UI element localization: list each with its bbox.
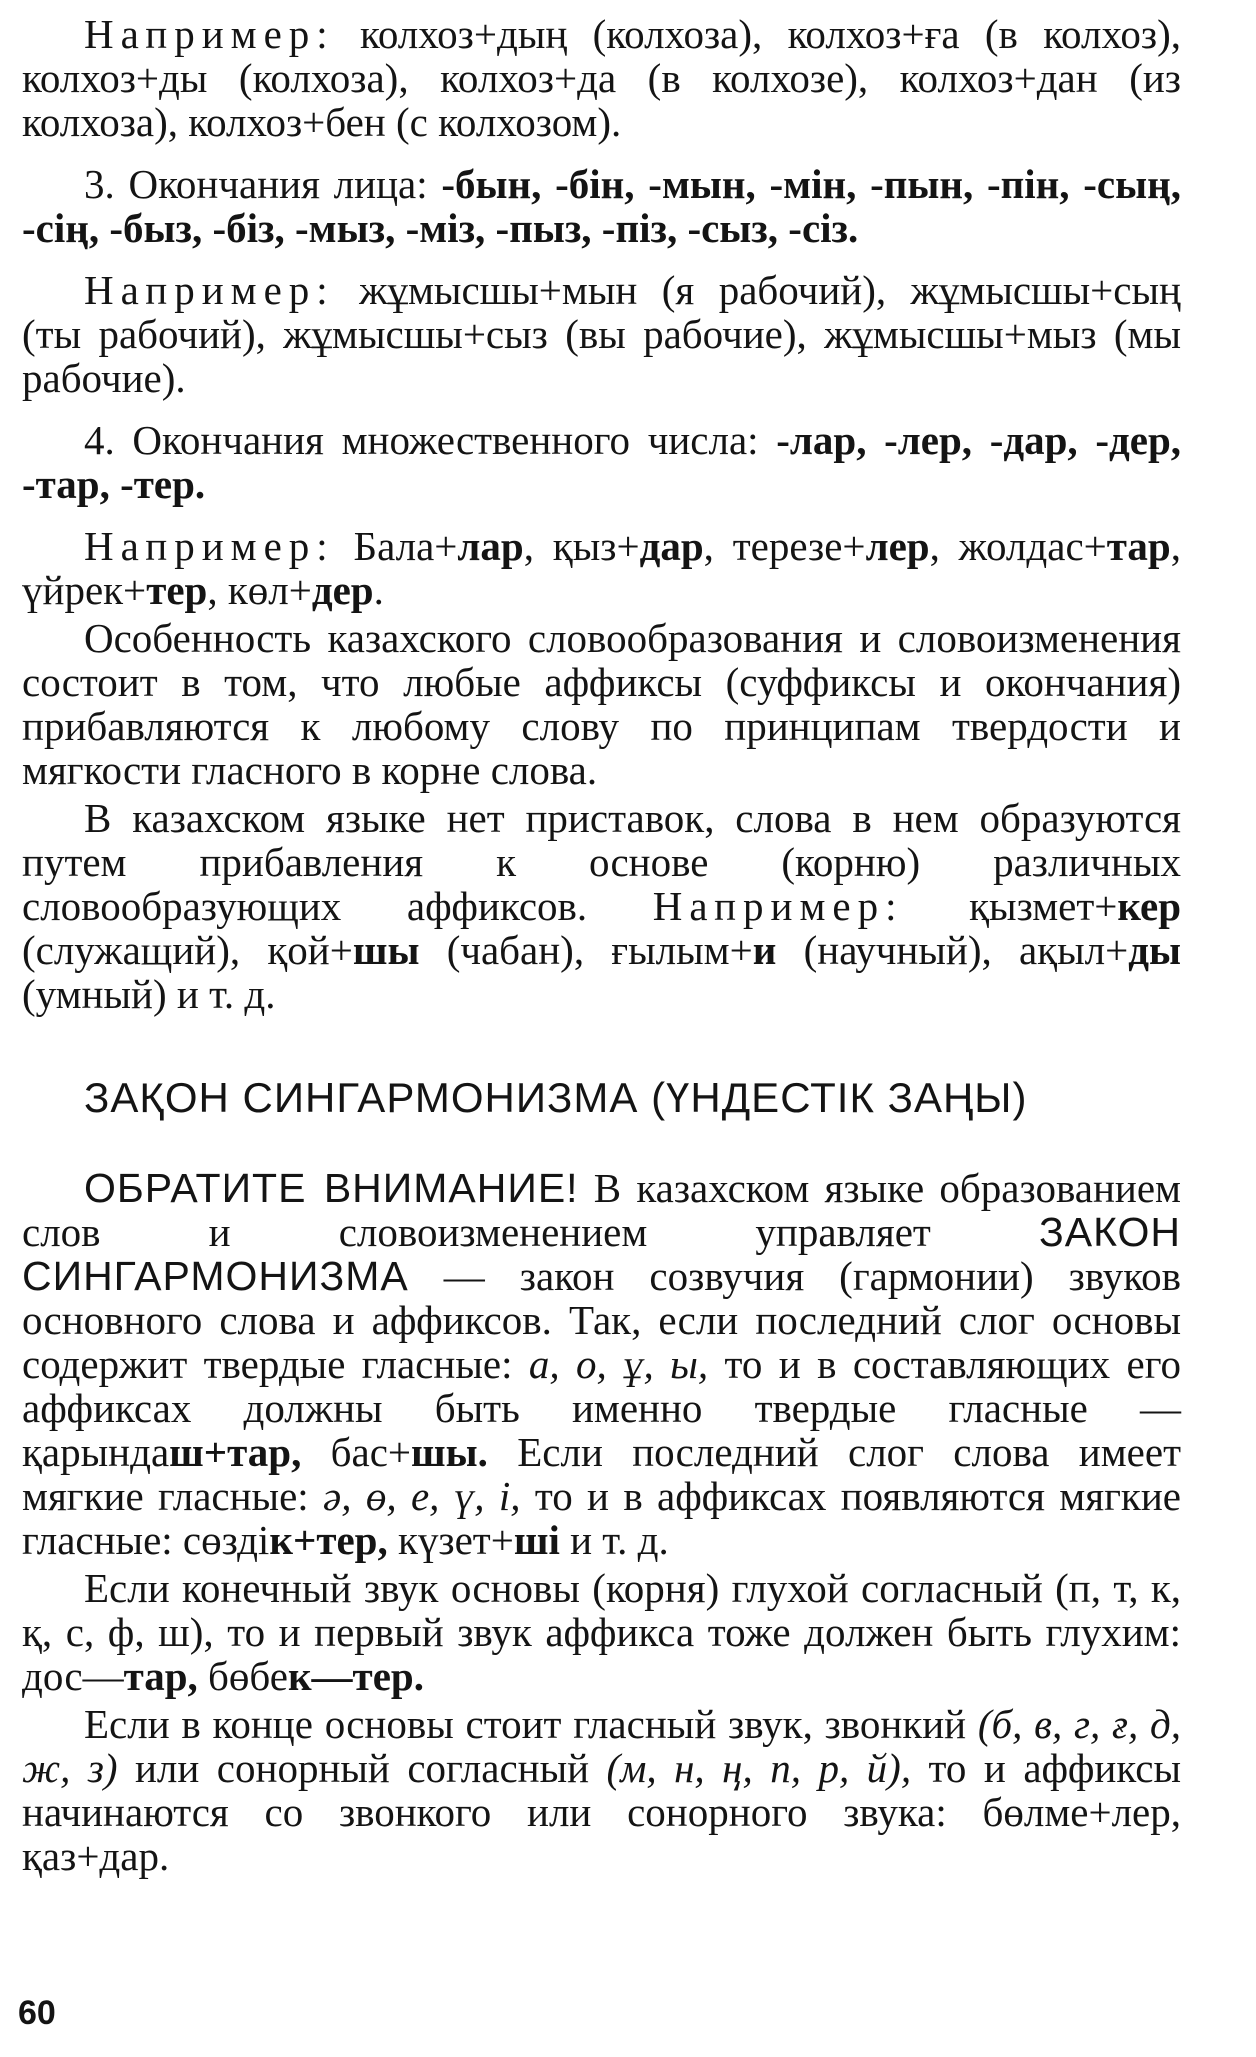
bold-affix: к+тер, [269, 1517, 388, 1563]
endings-list: -лар, -лер, -дар, -дер, -тар, -тер. [22, 417, 1181, 507]
italic-consonants: (б, в, г, ғ, д, ж, з) [22, 1701, 1181, 1791]
paragraph-personal-endings [22, 162, 1181, 250]
bold-affix: ші [513, 1517, 560, 1563]
text-run: В казахском языке нет приставок, слова в нем образуются путем прибавления к основе (корню) различных словообразующих аффиксов. [22, 795, 1181, 929]
text-run: (умный) и т. д. [22, 971, 276, 1017]
text-run: или сонорный согласный [117, 1745, 607, 1791]
bold-affix: ш+тар, [169, 1429, 302, 1475]
endings-list: -бын, -бін, -мын, -мін, -пын, -пін, -сың, -сің, -быз, -біз, -мыз, -міз, -пыз, -піз, -сыз, -сіз. [22, 161, 1181, 251]
bold-affix: дер [311, 567, 374, 613]
text-run: (служащий), қой+ [22, 927, 353, 973]
text-run: Бала+ [334, 523, 458, 569]
text-run: бас+ [301, 1429, 412, 1475]
text-run: Если в конце основы стоит гласный звук, звонкий [84, 1701, 978, 1747]
text-run: , жолдас+ [929, 523, 1107, 569]
bold-affix: тар [1106, 523, 1171, 569]
text-run: (научный), ақыл+ [776, 927, 1129, 973]
bold-affix: и [752, 927, 777, 973]
text-run: Если последний слог слова имеет мягкие гласные: [22, 1429, 1181, 1519]
bold-affix: шы [352, 927, 420, 973]
paragraph-attention [22, 1166, 1181, 1562]
paragraph-text: жұмысшы+мын (я рабочий), жұмысшы+сың (ты рабочий), жұмысшы+сыз (вы рабочие), жұмысшы+мыз (мы рабочие). [22, 267, 1181, 401]
section-heading: ЗАҚОН СИНГАРМОНИЗМА (ҮНДЕСТІК ЗАҢЫ) [84, 1074, 1028, 1121]
example-lead: Например: [652, 883, 904, 929]
italic-vowels: а, о, ұ, ы, [528, 1341, 709, 1387]
text-run: , қыз+ [523, 523, 640, 569]
text-run: то и в составляющих его аффиксах должны быть именно твердые гласные — қарында [22, 1341, 1181, 1475]
example-lead: Например: [84, 267, 335, 313]
bold-affix: тер [146, 567, 208, 613]
paragraph-text: колхоз+дың (колхоза), колхоз+ға (в колхоз), колхоз+ды (колхоза), колхоз+да (в колхозе), колхоз+дан (из колхоза), колхоз+бен (с колхозом). [22, 11, 1181, 145]
paragraph-voiced [22, 1702, 1181, 1878]
text-run: , терезе+ [703, 523, 866, 569]
bold-affix: лер [865, 523, 930, 569]
paragraph-word-formation: Особенность казахского словообразования и словоизменения состоит в том, что любые аффиксы (суффиксы и окончания) прибавляются к любому слову по принципам твердости и мягкости гласного в корне слова. [22, 615, 1181, 793]
italic-vowels: ә, ө, е, ү, і, [323, 1473, 521, 1519]
text-run: қызмет+ [903, 883, 1118, 929]
text-run: — закон созвучия (гармонии) звуков основного слова и аффиксов. Так, если последний слог основы содержит твердые гласные: [22, 1253, 1181, 1387]
paragraph-case-examples [22, 12, 1181, 144]
text-run: Если конечный звук основы (корня) глухой согласный (п, т, к, қ, с, ф, ш), то и первый звук аффикса тоже должен быть глухим: дос— [22, 1565, 1181, 1699]
text-run: , үйрек+ [22, 523, 1181, 613]
paragraph-text: 4. Окончания множественного числа: [84, 417, 777, 463]
example-lead: Например: [84, 523, 335, 569]
paragraph-plural-endings [22, 418, 1181, 506]
paragraph-plural-examples [22, 524, 1181, 612]
text-run: то и в аффиксах появляются мягкие гласные: сөзді [22, 1473, 1181, 1563]
text-run: В казахском языке образованием слов и словоизменением управляет [22, 1165, 1181, 1255]
bold-affix: шы. [411, 1429, 488, 1475]
attention-lead: ОБРАТИТЕ ВНИМАНИЕ! [84, 1165, 579, 1211]
page-number: 60 [18, 1994, 56, 2032]
text-run: , көл+ [207, 567, 312, 613]
text-run: . [373, 567, 384, 613]
paragraph-text: 3. Окончания лица: [84, 161, 442, 207]
bold-affix: лар [457, 523, 524, 569]
bold-affix: дар [639, 523, 704, 569]
paragraph-voiceless [22, 1566, 1181, 1698]
italic-consonants: (м, н, ң, п, р, й), [606, 1745, 912, 1791]
text-run: и т. д. [559, 1517, 669, 1563]
text-run: (чабан), ғылым+ [419, 927, 753, 973]
text-run: то и аффиксы начинаются со звонкого или сонорного звука: бөлме+лер, қаз+дар. [22, 1745, 1181, 1879]
paragraph-no-prefixes [22, 796, 1181, 1016]
bold-affix: к—тер. [287, 1653, 424, 1699]
law-name: ЗАКОН СИНГАРМОНИЗМА [22, 1209, 1181, 1299]
bold-affix: кер [1117, 883, 1181, 929]
text-run: бөбе [197, 1653, 288, 1699]
bold-affix: ды [1128, 927, 1181, 973]
paragraph-personal-examples [22, 268, 1181, 400]
bold-affix: тар, [123, 1653, 198, 1699]
example-lead: Например: [84, 11, 335, 57]
text-run: күзет+ [387, 1517, 514, 1563]
